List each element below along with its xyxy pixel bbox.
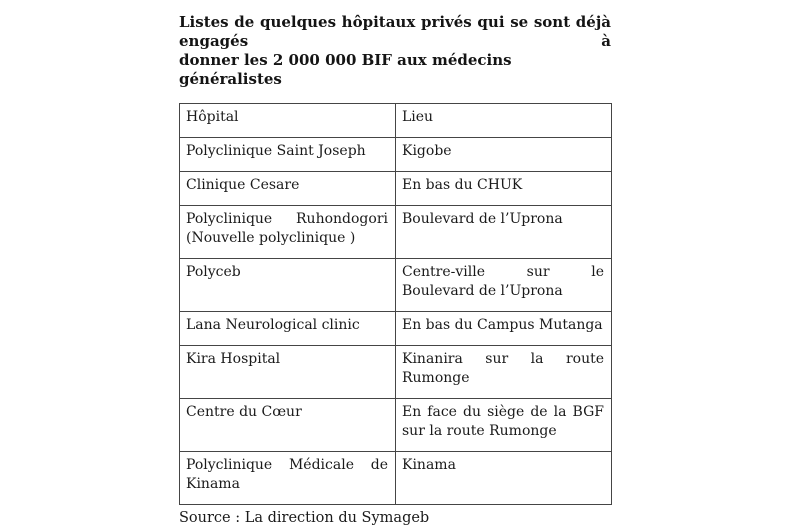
column-header-hopital: Hôpital bbox=[180, 104, 396, 138]
source-note: Source : La direction du Symageb bbox=[179, 510, 430, 526]
hospital-cell: Clinique Cesare bbox=[180, 172, 396, 206]
column-header-lieu: Lieu bbox=[396, 104, 612, 138]
hospital-cell: Centre du Cœur bbox=[180, 399, 396, 452]
document-title-line2: donner les 2 000 000 BIF aux médecins généralistes bbox=[179, 51, 512, 88]
table-header-row bbox=[180, 104, 612, 138]
table-row bbox=[180, 259, 612, 312]
location-cell: En face du siège de la BGF sur la route Rumonge bbox=[396, 399, 612, 452]
hospital-cell: Kira Hospital bbox=[180, 346, 396, 399]
table-row bbox=[180, 206, 612, 259]
table-row bbox=[180, 172, 612, 206]
hospital-cell: Polyclinique Médicale de Kinama bbox=[180, 452, 396, 505]
location-cell: En bas du Campus Mutanga bbox=[396, 312, 612, 346]
hospital-table bbox=[179, 103, 612, 505]
location-cell: Kinama bbox=[396, 452, 612, 505]
hospital-cell: Lana Neurological clinic bbox=[180, 312, 396, 346]
table-body bbox=[180, 138, 612, 505]
table-row bbox=[180, 346, 612, 399]
location-cell: En bas du CHUK bbox=[396, 172, 612, 206]
hospital-cell: Polyclinique Saint Joseph bbox=[180, 138, 396, 172]
location-cell: Centre-ville sur le Boulevard de l’Uprona bbox=[396, 259, 612, 312]
hospital-cell: Polyceb bbox=[180, 259, 396, 312]
hospital-cell: Polyclinique Ruhondogori (Nouvelle polyclinique ) bbox=[180, 206, 396, 259]
document-content bbox=[179, 13, 611, 528]
document-title-line1: Listes de quelques hôpitaux privés qui se sont déjà engagés à bbox=[179, 13, 611, 50]
table-row bbox=[180, 138, 612, 172]
table-row bbox=[180, 399, 612, 452]
table-row bbox=[180, 312, 612, 346]
document-title bbox=[179, 13, 611, 89]
location-cell: Boulevard de l’Uprona bbox=[396, 206, 612, 259]
table-row bbox=[180, 452, 612, 505]
location-cell: Kigobe bbox=[396, 138, 612, 172]
location-cell: Kinanira sur la route Rumonge bbox=[396, 346, 612, 399]
